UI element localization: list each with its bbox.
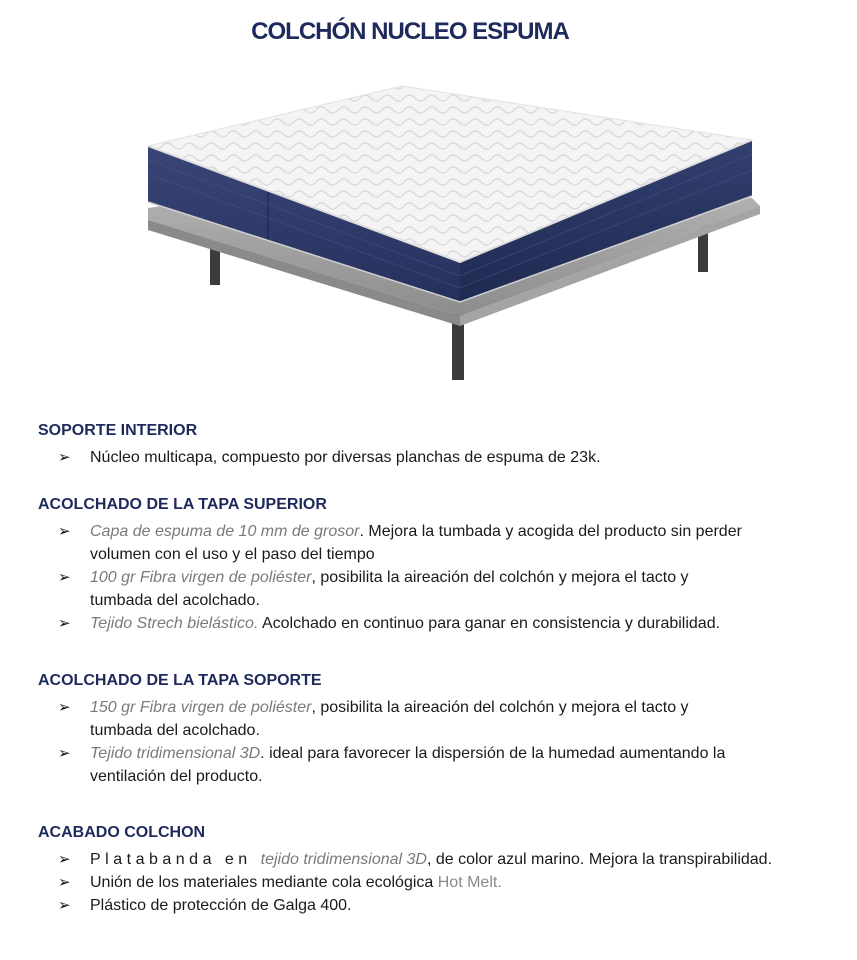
page-title: COLCHÓN NUCLEO ESPUMA [251, 18, 569, 45]
section-heading: ACOLCHADO DE LA TAPA SOPORTE [38, 672, 322, 689]
list-item: ➢ 100 gr Fibra virgen de poliéster, posibilita la aireación del colchón y mejora el tacto y tumbada del acolchado. [38, 566, 838, 612]
list-item: ➢ Platabanda en tejido tridimensional 3D, de color azul marino. Mejora la transpirabilidad. [38, 848, 838, 871]
list-item: ➢ Unión de los materiales mediante cola ecológica Hot Melt. [38, 871, 838, 894]
list-item: ➢ Capa de espuma de 10 mm de grosor. Mejora la tumbada y acogida del producto sin perder volumen con el uso y el paso del tiempo [38, 520, 838, 566]
arrow-bullet-icon: ➢ [58, 874, 71, 891]
arrow-bullet-icon: ➢ [58, 897, 71, 914]
list-item: ➢ Plástico de protección de Galga 400. [38, 894, 838, 917]
arrow-bullet-icon: ➢ [58, 449, 71, 466]
arrow-bullet-icon: ➢ [58, 569, 71, 586]
list-item: ➢ Núcleo multicapa, compuesto por diversas planchas de espuma de 23k. [38, 446, 838, 469]
list-item: ➢ 150 gr Fibra virgen de poliéster, posibilita la aireación del colchón y mejora el tacto y tumbada del acolchado. [38, 696, 838, 742]
list-item: ➢ Tejido Strech bielástico. Acolchado en continuo para ganar en consistencia y durabilidad. [38, 612, 838, 635]
section-acabado [38, 822, 838, 917]
section-heading: ACOLCHADO DE LA TAPA SUPERIOR [38, 496, 327, 513]
section-heading: SOPORTE INTERIOR [38, 422, 198, 439]
section-tapa-superior [38, 494, 838, 635]
arrow-bullet-icon: ➢ [58, 851, 71, 868]
mattress-image [140, 80, 780, 420]
list-item: ➢ Tejido tridimensional 3D. ideal para favorecer la dispersión de la humedad aumentando la ventilación del producto. [38, 742, 838, 788]
arrow-bullet-icon: ➢ [58, 523, 71, 540]
section-soporte-interior [38, 420, 838, 469]
arrow-bullet-icon: ➢ [58, 615, 71, 632]
arrow-bullet-icon: ➢ [58, 699, 71, 716]
section-tapa-soporte [38, 670, 838, 788]
section-heading: ACABADO COLCHON [38, 824, 206, 841]
arrow-bullet-icon: ➢ [58, 745, 71, 762]
